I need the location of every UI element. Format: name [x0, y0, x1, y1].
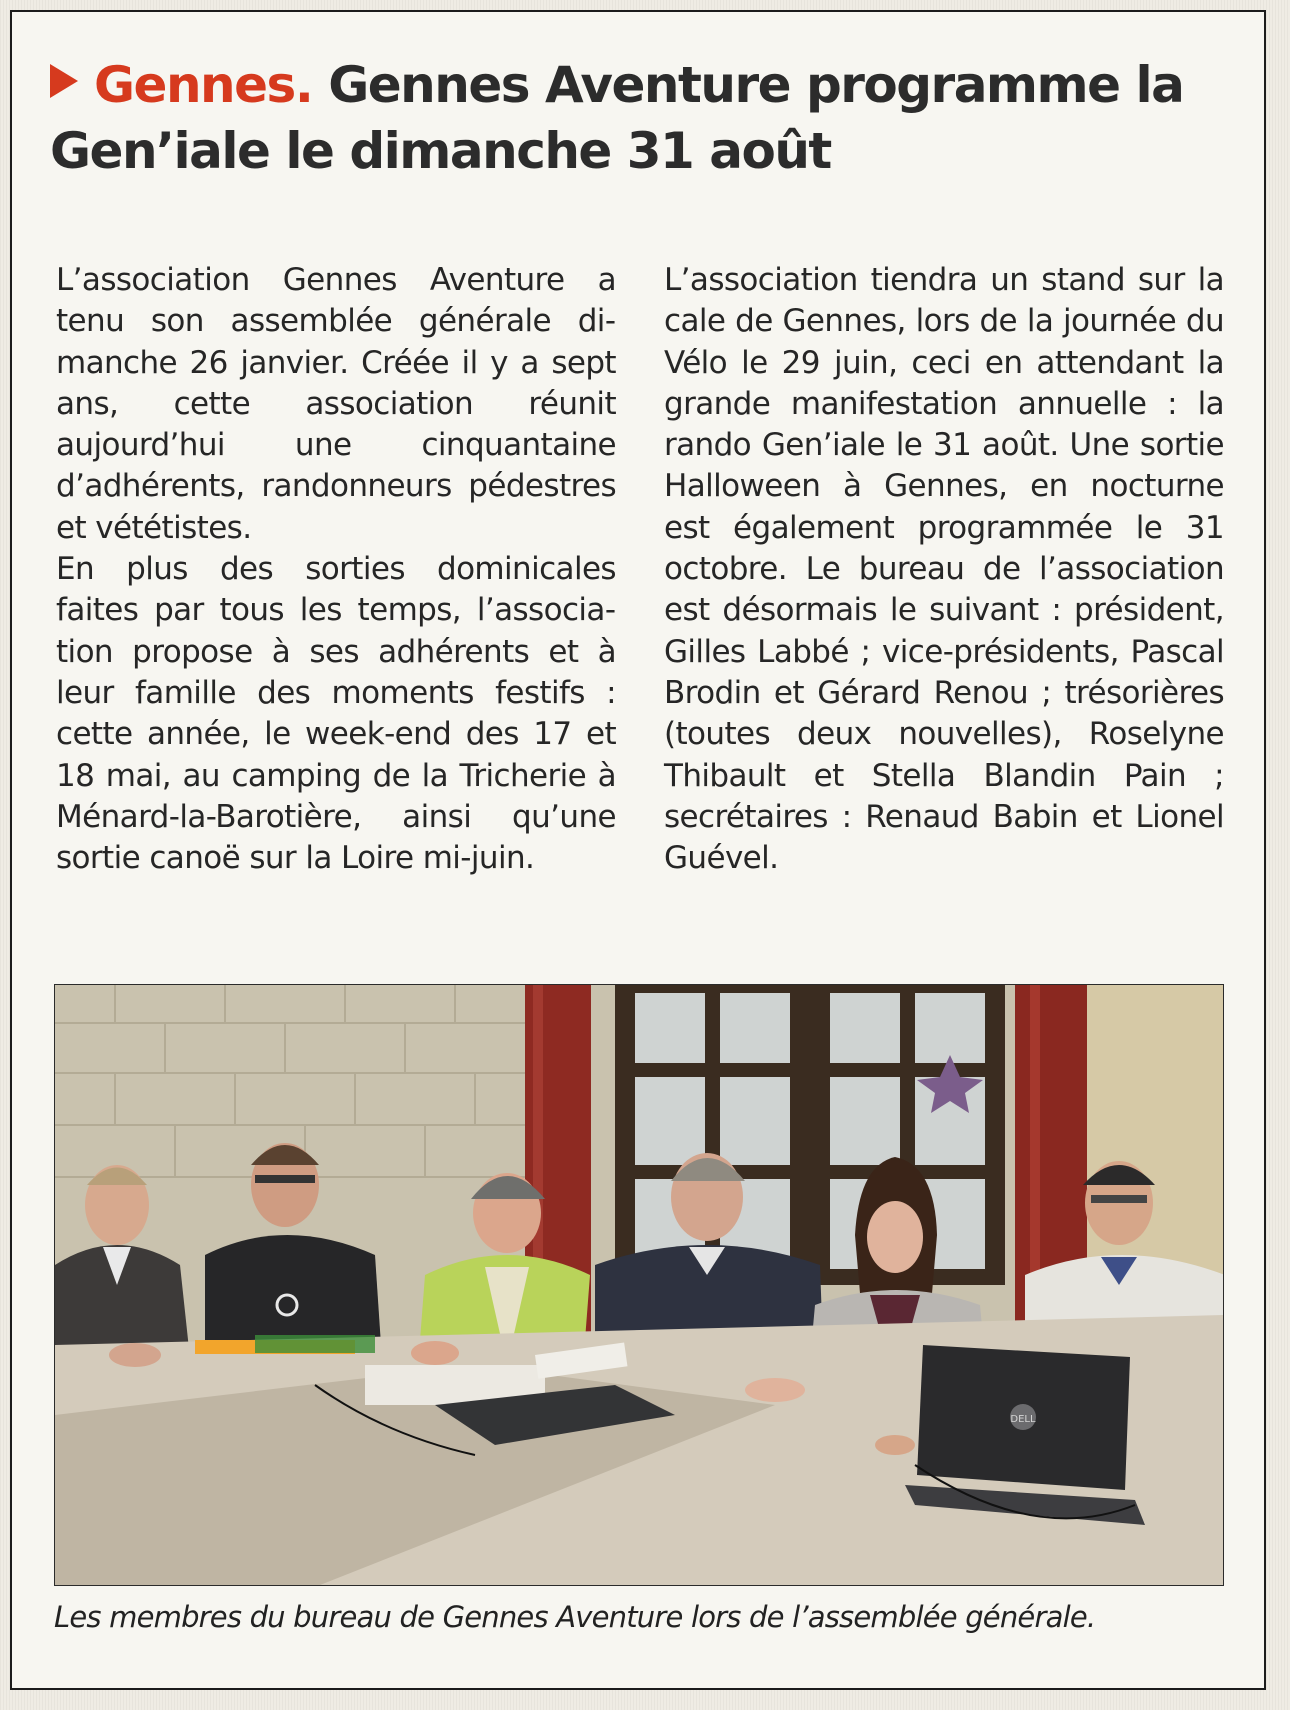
laptop-logo: DELL: [1010, 1414, 1036, 1425]
headline-title: Gennes Aventure programme la Gen’iale le dimanche 31 août: [50, 56, 1184, 180]
paragraph: L’association tiendra un stand sur la cale de Gennes, lors de la journée du Vélo le 29 juin, ceci en attendant la grande manifestation annuelle : la rando Gen’iale le 31 août. Une sortie Halloween à Gennes, en nocturne est également programmée le 31 octobre. Le bureau de l’association est désormais le suivant : président, Gilles Labbé ; vice-présidents, Pascal Brodin et Gérard Renou ; trésorières (toutes deux nouvelles), Roselyne Thibault et Stella Blandin Pain ; secrétaires : Renaud Babin et Lionel Guével.: [664, 262, 1224, 877]
photo-illustration: [55, 985, 1224, 1586]
article-column-left: [56, 260, 616, 879]
paragraph: L’association Gennes Aventure a tenu son assemblée générale dimanche 26 janvier. Créée il y a sept ans, cette association réunit aujourd’hui une cinquantaine d’adhérents, randonneurs pédestres et vététistes.: [56, 262, 616, 546]
article-column-right: [664, 260, 1224, 879]
paragraph: En plus des sorties dominicales faites par tous les temps, l’association propose à ses adhérents et à leur famille des moments festifs : cette année, le week-end des 17 et 18 mai, au camping de la Tricherie à Ménard-la-Barotière, ainsi qu’une sortie canoë sur la Loire mi-juin.: [56, 551, 616, 877]
play-arrow-icon: [50, 64, 78, 98]
headline-location: Gennes.: [94, 56, 313, 114]
group-photo: [54, 984, 1224, 1586]
article-headline: [50, 52, 1210, 184]
photo-caption: Les membres du bureau de Gennes Aventure lors de l’assemblée générale.: [54, 1600, 1096, 1634]
